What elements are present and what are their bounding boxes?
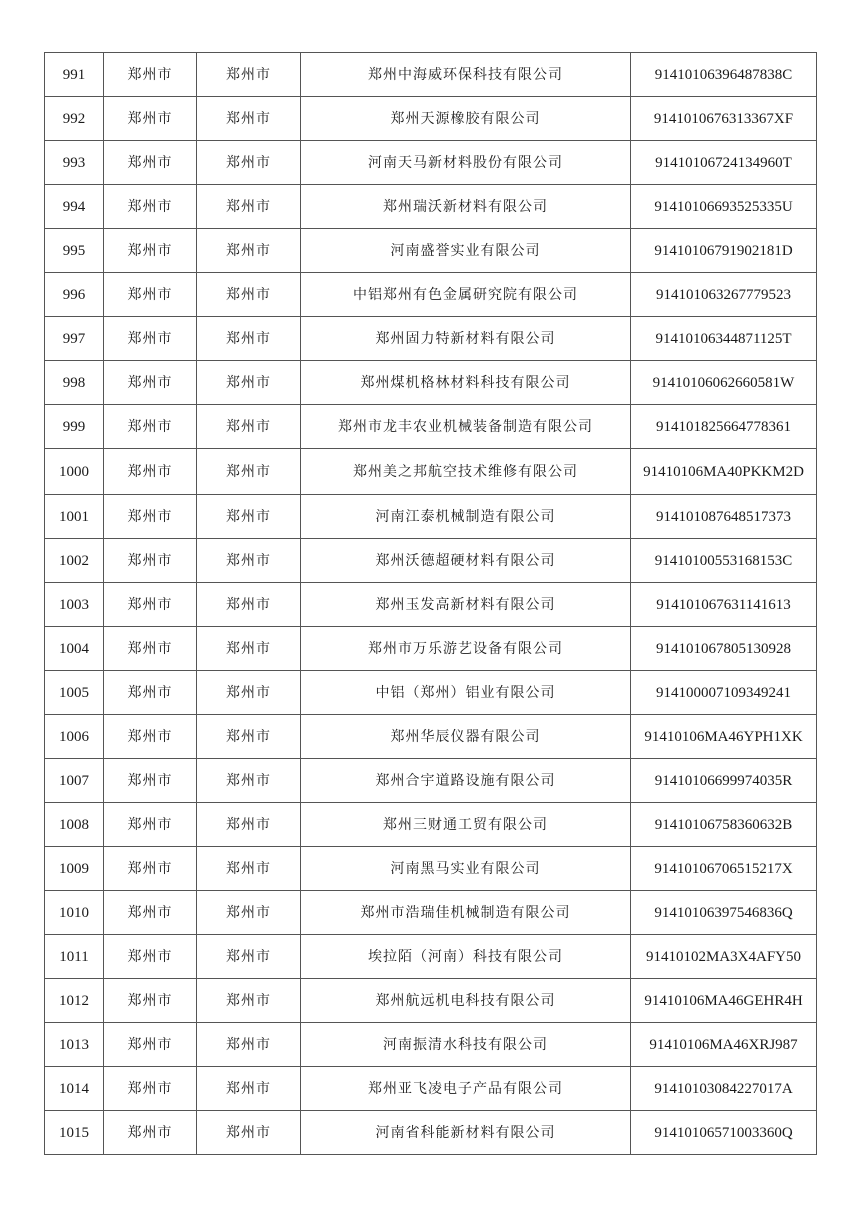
district-cell: 郑州市 xyxy=(197,141,301,185)
row-number-cell: 1015 xyxy=(45,1111,104,1155)
credit-code-cell: 914101067805130928 xyxy=(631,627,817,671)
credit-code-cell: 91410106396487838C xyxy=(631,53,817,97)
row-number-cell: 1001 xyxy=(45,495,104,539)
city-cell: 郑州市 xyxy=(104,803,197,847)
city-cell: 郑州市 xyxy=(104,361,197,405)
credit-code-cell: 914101825664778361 xyxy=(631,405,817,449)
district-cell: 郑州市 xyxy=(197,449,301,495)
district-cell: 郑州市 xyxy=(197,891,301,935)
credit-code-cell: 91410106791902181D xyxy=(631,229,817,273)
city-cell: 郑州市 xyxy=(104,627,197,671)
district-cell: 郑州市 xyxy=(197,361,301,405)
company-name-cell: 郑州固力特新材料有限公司 xyxy=(301,317,631,361)
company-name-cell: 郑州三财通工贸有限公司 xyxy=(301,803,631,847)
credit-code-cell: 914101063267779523 xyxy=(631,273,817,317)
row-number-cell: 1008 xyxy=(45,803,104,847)
city-cell: 郑州市 xyxy=(104,1023,197,1067)
district-cell: 郑州市 xyxy=(197,803,301,847)
company-name-cell: 郑州沃德超硬材料有限公司 xyxy=(301,539,631,583)
table-row xyxy=(45,317,817,361)
table-row xyxy=(45,1023,817,1067)
company-name-cell: 中铝郑州有色金属研究院有限公司 xyxy=(301,273,631,317)
table-row xyxy=(45,671,817,715)
district-cell: 郑州市 xyxy=(197,1111,301,1155)
city-cell: 郑州市 xyxy=(104,935,197,979)
district-cell: 郑州市 xyxy=(197,495,301,539)
credit-code-cell: 91410103084227017A xyxy=(631,1067,817,1111)
company-name-cell: 河南天马新材料股份有限公司 xyxy=(301,141,631,185)
city-cell: 郑州市 xyxy=(104,1111,197,1155)
table-row xyxy=(45,495,817,539)
city-cell: 郑州市 xyxy=(104,539,197,583)
row-number-cell: 1002 xyxy=(45,539,104,583)
company-name-cell: 河南省科能新材料有限公司 xyxy=(301,1111,631,1155)
district-cell: 郑州市 xyxy=(197,1023,301,1067)
table-row xyxy=(45,405,817,449)
row-number-cell: 1014 xyxy=(45,1067,104,1111)
row-number-cell: 1009 xyxy=(45,847,104,891)
row-number-cell: 996 xyxy=(45,273,104,317)
company-name-cell: 郑州合宇道路设施有限公司 xyxy=(301,759,631,803)
credit-code-cell: 914100007109349241 xyxy=(631,671,817,715)
credit-code-cell: 91410106MA46YPH1XK xyxy=(631,715,817,759)
city-cell: 郑州市 xyxy=(104,97,197,141)
company-name-cell: 郑州美之邦航空技术维修有限公司 xyxy=(301,449,631,495)
city-cell: 郑州市 xyxy=(104,583,197,627)
table-row xyxy=(45,759,817,803)
city-cell: 郑州市 xyxy=(104,53,197,97)
district-cell: 郑州市 xyxy=(197,97,301,141)
row-number-cell: 1005 xyxy=(45,671,104,715)
district-cell: 郑州市 xyxy=(197,583,301,627)
district-cell: 郑州市 xyxy=(197,1067,301,1111)
credit-code-cell: 91410106693525335U xyxy=(631,185,817,229)
enterprise-list-table xyxy=(44,52,817,1155)
row-number-cell: 1007 xyxy=(45,759,104,803)
table-row xyxy=(45,141,817,185)
table-row xyxy=(45,847,817,891)
credit-code-cell: 91410106062660581W xyxy=(631,361,817,405)
district-cell: 郑州市 xyxy=(197,759,301,803)
company-name-cell: 郑州瑞沃新材料有限公司 xyxy=(301,185,631,229)
table-row xyxy=(45,97,817,141)
row-number-cell: 998 xyxy=(45,361,104,405)
city-cell: 郑州市 xyxy=(104,229,197,273)
row-number-cell: 997 xyxy=(45,317,104,361)
company-name-cell: 河南振清水科技有限公司 xyxy=(301,1023,631,1067)
credit-code-cell: 91410106MA40PKKM2D xyxy=(631,449,817,495)
district-cell: 郑州市 xyxy=(197,979,301,1023)
credit-code-cell: 91410102MA3X4AFY50 xyxy=(631,935,817,979)
row-number-cell: 1006 xyxy=(45,715,104,759)
row-number-cell: 995 xyxy=(45,229,104,273)
company-name-cell: 郑州华辰仪器有限公司 xyxy=(301,715,631,759)
table-row xyxy=(45,185,817,229)
district-cell: 郑州市 xyxy=(197,715,301,759)
district-cell: 郑州市 xyxy=(197,185,301,229)
table-row xyxy=(45,1067,817,1111)
company-name-cell: 郑州亚飞凌电子产品有限公司 xyxy=(301,1067,631,1111)
credit-code-cell: 91410106MA46GEHR4H xyxy=(631,979,817,1023)
city-cell: 郑州市 xyxy=(104,449,197,495)
district-cell: 郑州市 xyxy=(197,405,301,449)
credit-code-cell: 9141010676313367XF xyxy=(631,97,817,141)
district-cell: 郑州市 xyxy=(197,53,301,97)
city-cell: 郑州市 xyxy=(104,185,197,229)
row-number-cell: 1010 xyxy=(45,891,104,935)
table-row xyxy=(45,891,817,935)
row-number-cell: 999 xyxy=(45,405,104,449)
district-cell: 郑州市 xyxy=(197,847,301,891)
table-row xyxy=(45,229,817,273)
row-number-cell: 1000 xyxy=(45,449,104,495)
table-row xyxy=(45,583,817,627)
table-body xyxy=(45,53,817,1155)
district-cell: 郑州市 xyxy=(197,935,301,979)
credit-code-cell: 91410106706515217X xyxy=(631,847,817,891)
table-row xyxy=(45,273,817,317)
table-row xyxy=(45,935,817,979)
district-cell: 郑州市 xyxy=(197,317,301,361)
table-row xyxy=(45,449,817,495)
document-page xyxy=(44,52,816,1155)
company-name-cell: 河南黑马实业有限公司 xyxy=(301,847,631,891)
company-name-cell: 河南盛誉实业有限公司 xyxy=(301,229,631,273)
district-cell: 郑州市 xyxy=(197,539,301,583)
city-cell: 郑州市 xyxy=(104,317,197,361)
row-number-cell: 993 xyxy=(45,141,104,185)
row-number-cell: 1004 xyxy=(45,627,104,671)
city-cell: 郑州市 xyxy=(104,1067,197,1111)
credit-code-cell: 91410100553168153C xyxy=(631,539,817,583)
city-cell: 郑州市 xyxy=(104,891,197,935)
table-row xyxy=(45,979,817,1023)
table-row xyxy=(45,803,817,847)
table-row xyxy=(45,53,817,97)
credit-code-cell: 91410106571003360Q xyxy=(631,1111,817,1155)
table-row xyxy=(45,627,817,671)
company-name-cell: 郑州天源橡胶有限公司 xyxy=(301,97,631,141)
credit-code-cell: 914101087648517373 xyxy=(631,495,817,539)
credit-code-cell: 91410106724134960T xyxy=(631,141,817,185)
district-cell: 郑州市 xyxy=(197,671,301,715)
city-cell: 郑州市 xyxy=(104,671,197,715)
district-cell: 郑州市 xyxy=(197,627,301,671)
company-name-cell: 郑州航远机电科技有限公司 xyxy=(301,979,631,1023)
company-name-cell: 郑州市龙丰农业机械装备制造有限公司 xyxy=(301,405,631,449)
credit-code-cell: 91410106344871125T xyxy=(631,317,817,361)
table-row xyxy=(45,361,817,405)
city-cell: 郑州市 xyxy=(104,847,197,891)
company-name-cell: 郑州市浩瑞佳机械制造有限公司 xyxy=(301,891,631,935)
city-cell: 郑州市 xyxy=(104,405,197,449)
credit-code-cell: 91410106MA46XRJ987 xyxy=(631,1023,817,1067)
credit-code-cell: 91410106397546836Q xyxy=(631,891,817,935)
company-name-cell: 中铝（郑州）铝业有限公司 xyxy=(301,671,631,715)
district-cell: 郑州市 xyxy=(197,229,301,273)
credit-code-cell: 91410106758360632B xyxy=(631,803,817,847)
city-cell: 郑州市 xyxy=(104,495,197,539)
row-number-cell: 1012 xyxy=(45,979,104,1023)
credit-code-cell: 914101067631141613 xyxy=(631,583,817,627)
company-name-cell: 郑州市万乐游艺设备有限公司 xyxy=(301,627,631,671)
table-row xyxy=(45,539,817,583)
district-cell: 郑州市 xyxy=(197,273,301,317)
row-number-cell: 994 xyxy=(45,185,104,229)
city-cell: 郑州市 xyxy=(104,759,197,803)
row-number-cell: 1013 xyxy=(45,1023,104,1067)
table-row xyxy=(45,715,817,759)
company-name-cell: 郑州玉发高新材料有限公司 xyxy=(301,583,631,627)
row-number-cell: 992 xyxy=(45,97,104,141)
company-name-cell: 郑州煤机格林材料科技有限公司 xyxy=(301,361,631,405)
company-name-cell: 埃拉陌（河南）科技有限公司 xyxy=(301,935,631,979)
row-number-cell: 991 xyxy=(45,53,104,97)
city-cell: 郑州市 xyxy=(104,273,197,317)
credit-code-cell: 91410106699974035R xyxy=(631,759,817,803)
row-number-cell: 1011 xyxy=(45,935,104,979)
company-name-cell: 郑州中海威环保科技有限公司 xyxy=(301,53,631,97)
city-cell: 郑州市 xyxy=(104,141,197,185)
city-cell: 郑州市 xyxy=(104,715,197,759)
company-name-cell: 河南江泰机械制造有限公司 xyxy=(301,495,631,539)
table-row xyxy=(45,1111,817,1155)
city-cell: 郑州市 xyxy=(104,979,197,1023)
row-number-cell: 1003 xyxy=(45,583,104,627)
